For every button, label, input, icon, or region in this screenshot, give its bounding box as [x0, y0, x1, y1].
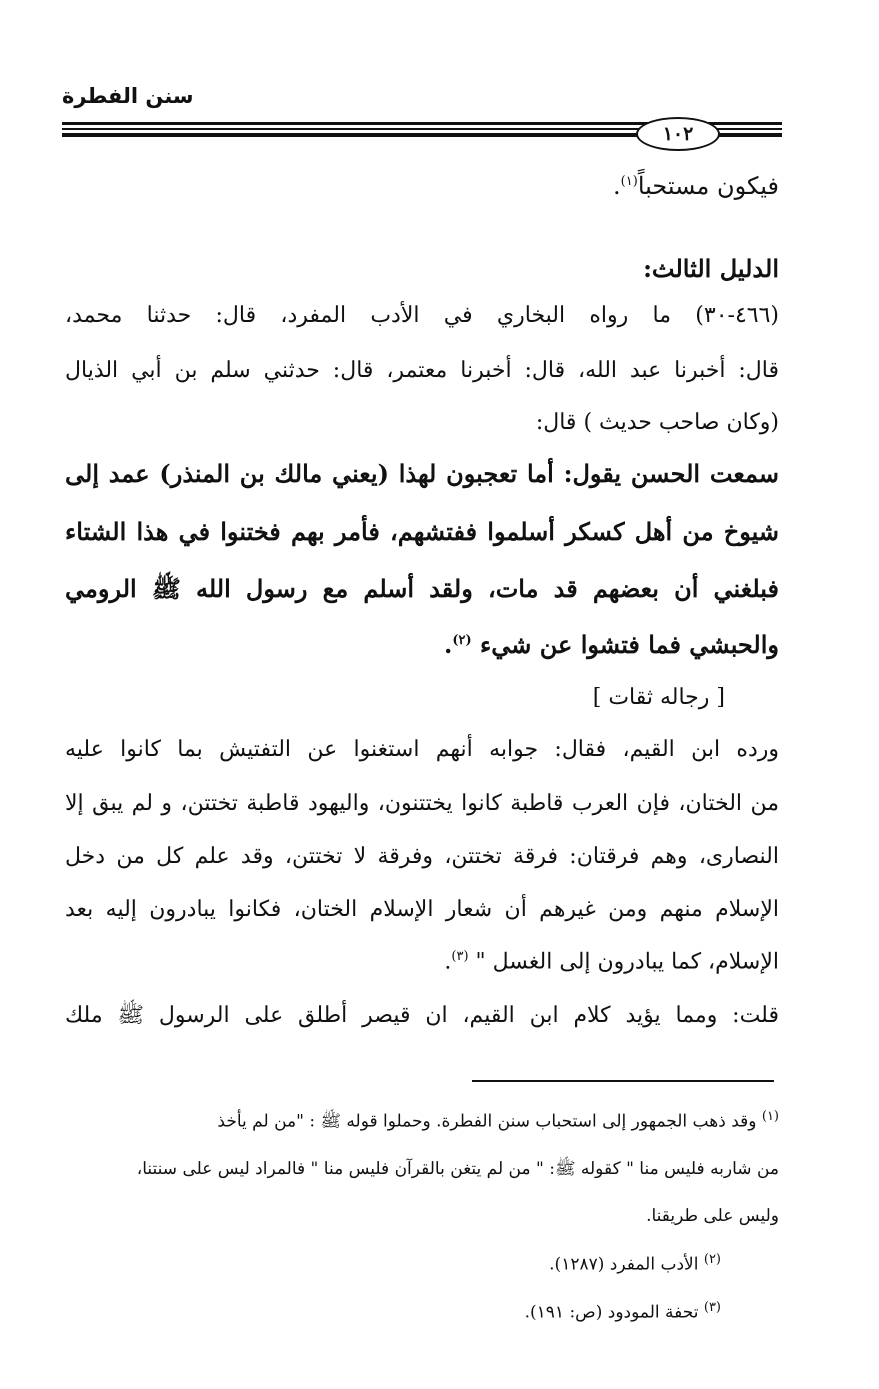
- footnote-1-cont: وليس على طريقنا.: [646, 1206, 779, 1226]
- running-title: سنن الفطرة: [62, 84, 194, 108]
- section-heading: الدليل الثالث:: [643, 254, 779, 283]
- footnote-separator: [472, 1080, 774, 1082]
- page-number: ١٠٢: [636, 117, 720, 151]
- body-line: (٤٦٦-٣٠) ما رواه البخاري في الأدب المفرد، قال: حدثنا محمد،: [65, 303, 779, 328]
- quote-line: والحبشي فما فتشوا عن شيء $^{(٢)}$.: [444, 630, 779, 659]
- footnote-ref[interactable]: (٣): [451, 949, 469, 964]
- body-line: الإسلام منهم ومن غيرهم أن شعار الإسلام الختان، فكانوا يبادرون إليه بعد: [65, 897, 779, 922]
- footnote-2: $^{(٢)}$ الأدب المفرد (١٢٨٧).: [549, 1252, 721, 1275]
- footnote-ref[interactable]: (٢): [452, 633, 472, 648]
- body-line: من الختان، فإن العرب قاطبة كانوا يختتنون، واليهود قاطبة تختتن، و لم يبق إلا: [65, 791, 779, 816]
- body-line: فيكون مستحباً$^{(١)}$.: [613, 172, 779, 200]
- quote-line: فبلغني أن بعضهم قد مات، ولقد أسلم مع رسول الله ﷺ الرومي: [65, 574, 779, 603]
- footnote-1: $^{(١)}$ وقد ذهب الجمهور إلى استحباب سنن الفطرة. وحملوا قوله ﷺ : "من لم يأخذ: [217, 1109, 779, 1132]
- body-line: النصارى، وهم فرقتان: فرقة تختتن، وفرقة لا تختتن، وقد علم كل من دخل: [65, 844, 779, 869]
- footnote-3: $^{(٣)}$ تحفة المودود (ص: ١٩١).: [524, 1300, 721, 1323]
- body-line: قلت: ومما يؤيد كلام ابن القيم، ان قيصر أطلق على الرسول ﷺ ملك: [65, 1003, 779, 1028]
- footnote-1-cont: من شاربه فليس منا " كقوله ﷺ: " من لم يتغن بالقرآن فليس منا " فالمراد ليس على سنتنا،: [136, 1159, 779, 1179]
- body-line: (وكان صاحب حديث ) قال:: [535, 410, 779, 435]
- body-line: قال: أخبرنا عبد الله، قال: أخبرنا معتمر، قال: حدثني سلم بن أبي الذيال: [65, 358, 779, 383]
- quote-line: شيوخ من أهل كسكر أسلموا ففتشهم، فأمر بهم فختنوا في هذا الشتاء: [65, 517, 779, 546]
- quote-line: سمعت الحسن يقول: أما تعجبون لهذا (يعني مالك بن المنذر) عمد إلى: [65, 459, 779, 488]
- isnad-grade: [ رجاله ثقات ]: [592, 685, 725, 710]
- footnote-ref[interactable]: (١): [620, 174, 638, 189]
- body-line: الإسلام، كما يبادرون إلى الغسل " $^{(٣)}$.: [444, 949, 779, 975]
- body-line: ورده ابن القيم، فقال: جوابه أنهم استغنوا عن التفتيش بما كانوا عليه: [65, 737, 779, 762]
